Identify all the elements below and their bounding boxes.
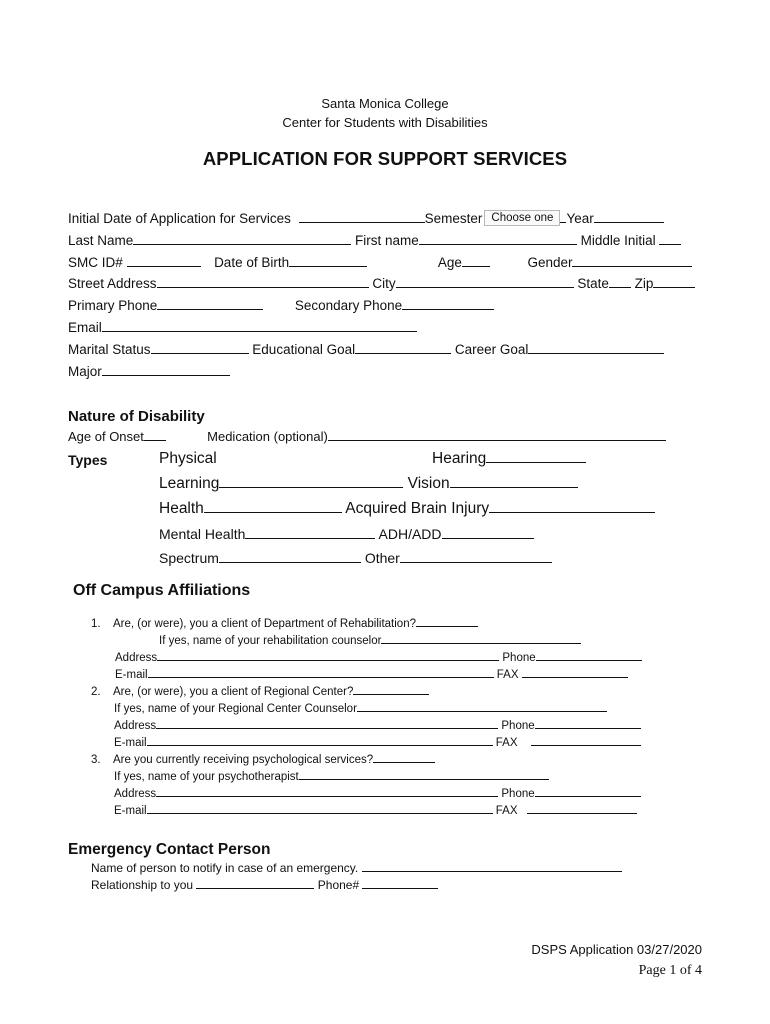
aff-item-1-answer[interactable] (416, 616, 478, 627)
aff-item-1-address-label: Address (115, 652, 158, 664)
aff-item-1-counselor-row (159, 633, 581, 647)
city-field[interactable] (396, 275, 574, 288)
aff-item-2-fax-label: FAX (495, 737, 518, 749)
row-phone (68, 297, 494, 315)
first-name-field[interactable] (419, 232, 577, 245)
year-field[interactable] (594, 210, 664, 223)
aff-item-3-question: Are you currently receiving psychological services? (113, 754, 374, 766)
semester-select[interactable]: Choose one (484, 210, 560, 226)
aff-item-1-address-row (115, 650, 642, 664)
medication-field[interactable] (328, 428, 666, 441)
affiliations-heading: Off Campus Affiliations (73, 582, 251, 599)
initial-date-field[interactable] (299, 210, 425, 223)
year-label: Year (566, 211, 594, 226)
row-major (68, 363, 230, 381)
aff-item-2-num: 2. (91, 686, 101, 698)
city-label: City (372, 276, 396, 291)
age-field[interactable] (462, 254, 490, 267)
aff-item-2-email-label: E-mail (114, 737, 147, 749)
types-row-1b (432, 450, 586, 468)
dob-label: Date of Birth (214, 255, 290, 270)
row-address (68, 275, 695, 293)
types-row-4 (159, 526, 534, 542)
dob-field[interactable] (289, 254, 367, 267)
emergency-heading: Emergency Contact Person (68, 841, 271, 858)
aff-item-3-num: 3. (91, 754, 101, 766)
career-goal-label: Career Goal (454, 342, 529, 357)
aff-item-2-phone-field[interactable] (535, 718, 641, 729)
street-label: Street Address (68, 276, 157, 291)
aff-item-1-phone-field[interactable] (536, 650, 642, 661)
other-label: Other (364, 550, 400, 566)
mental-health-label: Mental Health (159, 526, 246, 542)
row-initial-date (68, 210, 664, 228)
aff-item-2-answer[interactable] (353, 684, 429, 695)
middle-initial-field[interactable] (659, 232, 681, 245)
career-goal-field[interactable] (528, 341, 664, 354)
aff-item-2-counselor-row (114, 701, 607, 715)
page-number: Page 1 of 4 (638, 963, 702, 978)
department-name: Center for Students with Disabilities (282, 115, 488, 130)
types-row-1 (159, 450, 217, 468)
aff-item-3-email-field[interactable] (147, 803, 493, 814)
mental-health-field[interactable] (245, 526, 375, 539)
types-label: Types (68, 452, 108, 468)
aff-item-2-email-field[interactable] (147, 735, 493, 746)
aff-item-2-question: Are, (or were), you a client of Regional Center? (113, 686, 354, 698)
aff-item-1-fax-field[interactable] (522, 667, 628, 678)
edu-goal-label: Educational Goal (252, 342, 356, 357)
aff-item-2 (91, 684, 429, 698)
aff-item-3-therapist-row (114, 769, 549, 783)
form-id: DSPS Application 03/27/2020 (531, 942, 702, 957)
row-email (68, 319, 417, 337)
emergency-name-label: Name of person to notify in case of an emergency. (91, 861, 359, 875)
emergency-phone-field[interactable] (362, 878, 438, 889)
zip-label: Zip (634, 276, 654, 291)
onset-field[interactable] (144, 428, 166, 441)
vision-label: Vision (407, 475, 450, 492)
emergency-relationship-row (91, 878, 438, 892)
aff-item-3-therapist-label: If yes, name of your psychotherapist (114, 771, 299, 783)
aff-item-3-phone-label: Phone (501, 788, 535, 800)
health-label: Health (159, 500, 204, 517)
first-name-label: First name (355, 233, 419, 248)
street-field[interactable] (157, 275, 369, 288)
aff-item-2-address-field[interactable] (156, 718, 498, 729)
aff-item-3-fax-label: FAX (495, 805, 518, 817)
spectrum-field[interactable] (219, 550, 361, 563)
row-goals (68, 341, 664, 359)
aff-item-2-email-row (114, 735, 641, 749)
learning-label: Learning (159, 475, 220, 492)
primary-phone-field[interactable] (157, 297, 263, 310)
age-label: Age (437, 255, 462, 270)
aff-item-3-address-row (114, 786, 641, 800)
spectrum-label: Spectrum (159, 550, 219, 566)
secondary-phone-label: Secondary Phone (294, 298, 403, 313)
state-field[interactable] (609, 275, 631, 288)
aff-item-3-answer[interactable] (373, 752, 435, 763)
aff-item-1 (91, 616, 478, 630)
form-title: APPLICATION FOR SUPPORT SERVICES (202, 148, 568, 169)
aff-item-3-address-field[interactable] (156, 786, 498, 797)
aff-item-1-email-label: E-mail (115, 669, 148, 681)
types-row-2 (159, 475, 578, 493)
brain-injury-label: Acquired Brain Injury (345, 500, 490, 517)
disability-heading: Nature of Disability (68, 408, 205, 425)
aff-item-3-phone-field[interactable] (535, 786, 641, 797)
vision-field[interactable] (450, 475, 578, 488)
aff-item-3 (91, 752, 435, 766)
smc-id-label: SMC ID# (68, 255, 123, 270)
aff-item-3-address-label: Address (114, 788, 157, 800)
aff-item-2-counselor-label: If yes, name of your Regional Center Counselor (114, 703, 357, 715)
state-label: State (577, 276, 609, 291)
hearing-field[interactable] (486, 450, 586, 463)
major-label: Major (68, 364, 102, 379)
institution-name: Santa Monica College (321, 96, 449, 111)
aff-item-3-email-label: E-mail (114, 805, 147, 817)
aff-item-1-fax-label: FAX (496, 669, 519, 681)
aff-item-2-phone-label: Phone (501, 720, 535, 732)
types-row-3 (159, 500, 655, 518)
edu-goal-field[interactable] (355, 341, 451, 354)
gender-field[interactable] (572, 254, 692, 267)
aff-item-3-fax-field[interactable] (527, 803, 637, 814)
aff-item-1-counselor-label: If yes, name of your rehabilitation counselor (159, 635, 382, 647)
types-row-5 (159, 550, 552, 566)
aff-item-1-counselor-field[interactable] (381, 633, 581, 644)
aff-item-1-num: 1. (91, 618, 101, 630)
email-label: Email (68, 320, 102, 335)
onset-label: Age of Onset (68, 429, 144, 444)
other-field[interactable] (400, 550, 552, 563)
semester-label: Semester (424, 211, 483, 226)
aff-item-2-address-label: Address (114, 720, 157, 732)
major-field[interactable] (102, 363, 230, 376)
row-onset (68, 428, 666, 446)
aff-item-1-email-row (115, 667, 628, 681)
emergency-name-row (91, 861, 622, 875)
aff-item-1-question: Are, (or were), you a client of Department of Rehabilitation? (113, 618, 416, 630)
aff-item-3-email-row (114, 803, 637, 817)
medication-label: Medication (optional) (207, 429, 328, 444)
emergency-name-field[interactable] (362, 861, 622, 872)
email-field[interactable] (102, 319, 417, 332)
row-name (68, 232, 681, 250)
gender-label: Gender (527, 255, 573, 270)
brain-injury-field[interactable] (489, 500, 655, 513)
adhd-field[interactable] (442, 526, 534, 539)
emergency-relationship-label: Relationship to you (91, 878, 194, 892)
adhd-label: ADH/ADD (378, 526, 442, 542)
aff-item-1-address-field[interactable] (157, 650, 499, 661)
health-field[interactable] (204, 500, 342, 513)
row-id (68, 254, 692, 272)
physical-label: Physical (159, 450, 217, 467)
hearing-label: Hearing (432, 450, 487, 467)
marital-field[interactable] (151, 341, 249, 354)
aff-item-1-email-field[interactable] (148, 667, 494, 678)
aff-item-2-counselor-field[interactable] (357, 701, 607, 712)
smc-id-field[interactable] (127, 254, 201, 267)
middle-initial-label: Middle Initial (580, 233, 656, 248)
aff-item-1-phone-label: Phone (502, 652, 536, 664)
secondary-phone-field[interactable] (402, 297, 494, 310)
primary-phone-label: Primary Phone (68, 298, 158, 313)
emergency-relationship-field[interactable] (196, 878, 314, 889)
aff-item-2-address-row (114, 718, 641, 732)
initial-date-label: Initial Date of Application for Services (68, 211, 291, 226)
last-name-field[interactable] (133, 232, 351, 245)
last-name-label: Last Name (68, 233, 134, 248)
zip-field[interactable] (653, 275, 695, 288)
learning-field[interactable] (219, 475, 403, 488)
marital-label: Marital Status (68, 342, 151, 357)
aff-item-3-therapist-field[interactable] (299, 769, 549, 780)
emergency-phone-label: Phone# (317, 878, 360, 892)
aff-item-2-fax-field[interactable] (531, 735, 641, 746)
